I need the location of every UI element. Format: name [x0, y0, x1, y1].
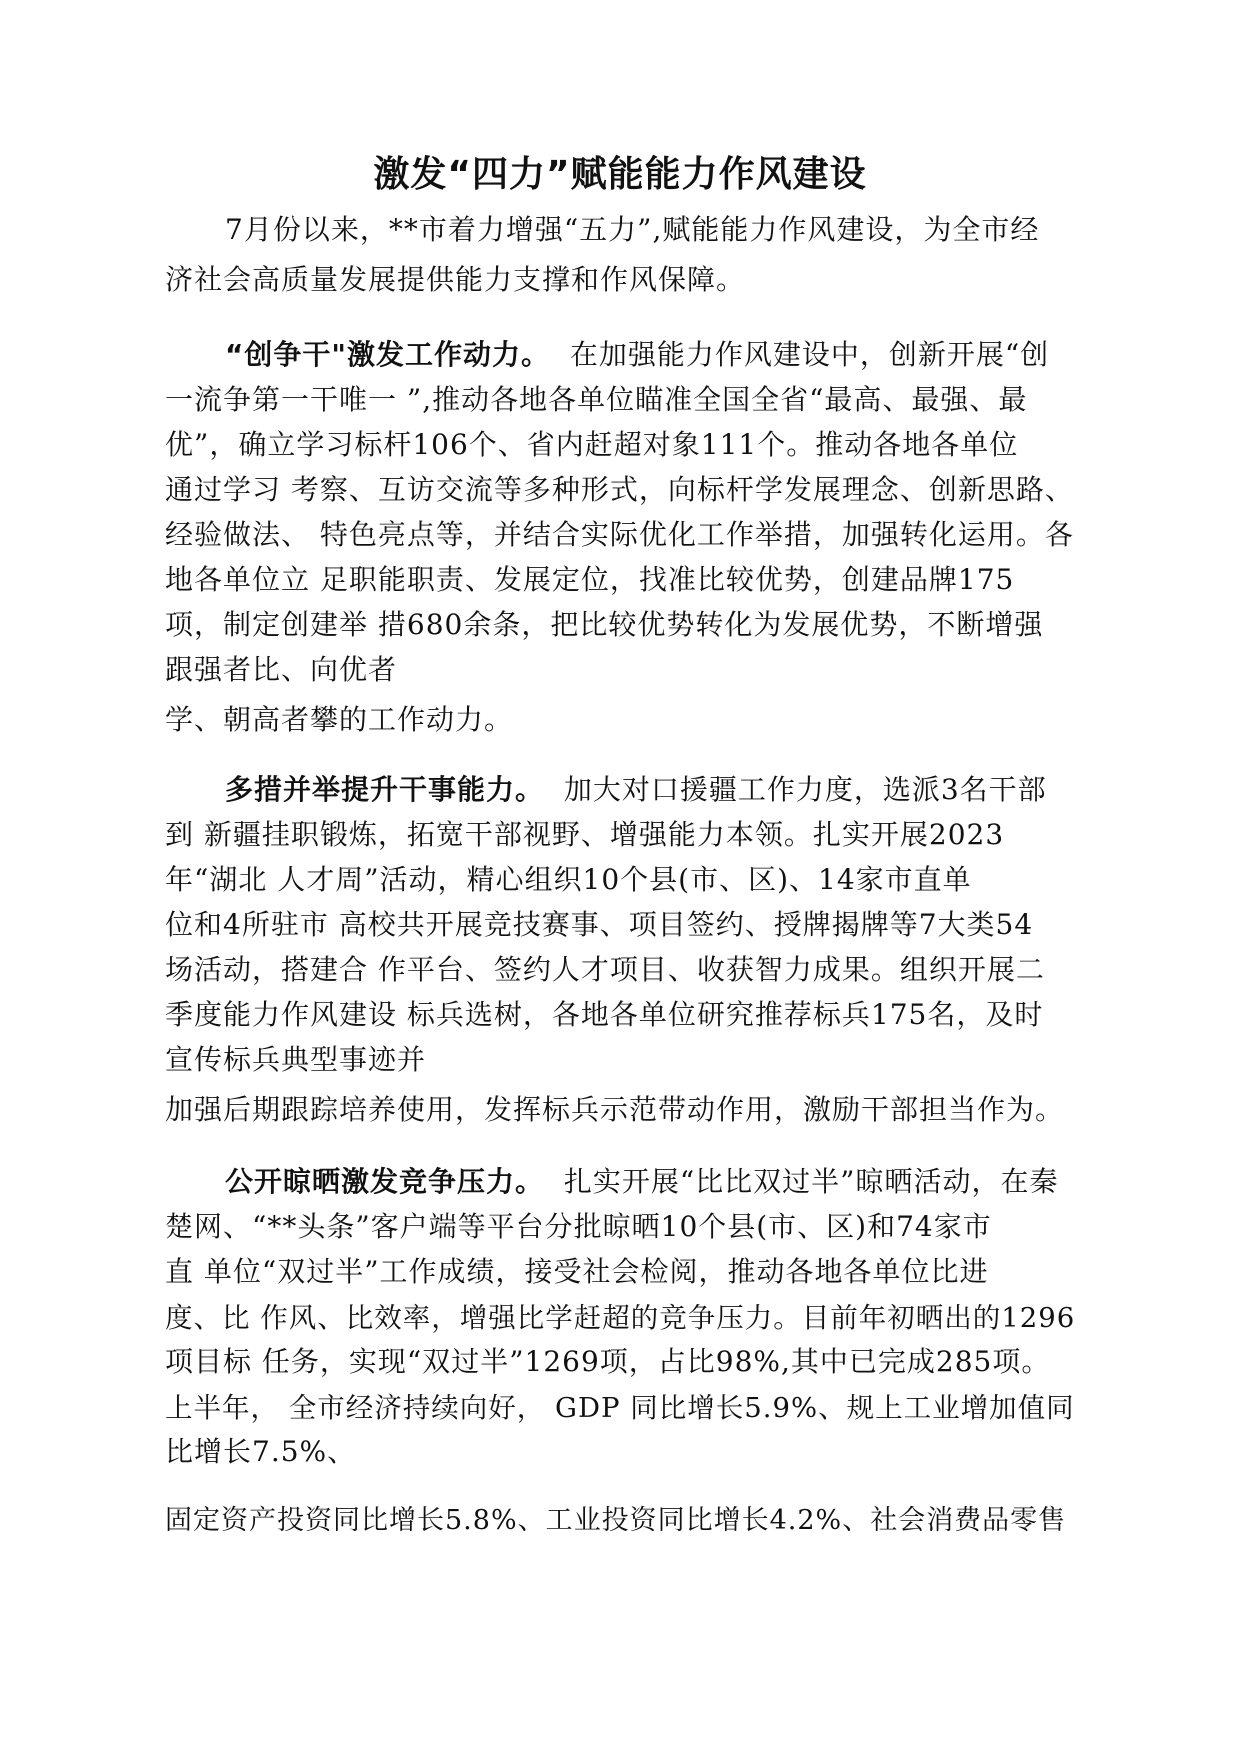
paragraph-line: 楚网、“**头条”客户端等平台分批晾晒10个县(市、区)和74家市 — [165, 1210, 992, 1243]
document-title: 激发“四力”赋能能力作风建设 — [373, 154, 867, 195]
paragraph-line: 项目标 任务，实现“双过半”1269项，占比98%,其中已完成285项。 — [165, 1345, 1051, 1378]
paragraph-line: 多措并举提升干事能力。 加大对口援疆工作力度，选派3名干部 — [225, 773, 1047, 806]
paragraph-line: 公开晾晒激发竞争压力。 扎实开展“比比双过半”晾晒活动，在秦 — [225, 1165, 1059, 1198]
paragraph-line: 济社会高质量发展提供能力支撑和作风保障。 — [165, 263, 746, 296]
paragraph-line: 经验做法、 特色亮点等，并结合实际优化工作举措，加强转化运用。各 — [165, 518, 1074, 551]
paragraph-line: 固定资产投资同比增长5.8%、工业投资同比增长4.2%、社会消费品零售 — [165, 1505, 1067, 1536]
paragraph-line: “创争干"激发工作动力。 在加强能力作风建设中，创新开展“创 — [225, 338, 1050, 371]
paragraph-line: 通过学习 考察、互访交流等多种形式，向标杆学发展理念、创新思路、 — [165, 473, 1074, 506]
paragraph-line: 地各单位立 足职能职责、发展定位，找准比较优势，创建品牌175 — [165, 563, 1015, 596]
paragraph-line: 跟强者比、向优者 — [165, 653, 398, 686]
paragraph-line: 到 新疆挂职锻炼，拓宽干部视野、增强能力本领。扎实开展2023 — [165, 818, 1005, 851]
section-heading: 多措并举提升干事能力。 — [225, 773, 545, 806]
paragraph-line: 优”，确立学习标杆106个、省内赶超对象111个。推动各地各单位 — [165, 428, 1019, 461]
paragraph-line: 学、朝高者攀的工作动力。 — [165, 703, 514, 736]
paragraph-line: 上半年， 全市经济持续向好， GDP 同比增长5.9%、规上工业增加值同 — [165, 1392, 1075, 1424]
paragraph-line: 年“湖北 人才周”活动，精心组织10个县(市、区)、14家市直单 — [165, 863, 972, 896]
paragraph-line: 一流争第一干唯一 ”,推动各地各单位瞄准全国全省“最高、最强、最 — [165, 383, 1028, 416]
paragraph-line: 位和4所驻市 高校共开展竞技赛事、项目签约、授牌揭牌等7大类54 — [165, 908, 1034, 941]
paragraph-line: 场活动，搭建合 作平台、签约人才项目、收获智力成果。组织开展二 — [165, 953, 1045, 986]
section-heading: “创争干"激发工作动力。 — [225, 338, 550, 371]
section-heading: 公开晾晒激发竞争压力。 — [225, 1165, 545, 1198]
paragraph-line: 项，制定创建举 措680余条，把比较优势转化为发展优势，不断增强 — [165, 608, 1044, 641]
paragraph-line: 比增长7.5%、 — [165, 1435, 357, 1468]
paragraph-line: 7月份以来，**市着力增强“五力”,赋能能力作风建设，为全市经 — [225, 213, 1040, 246]
paragraph-line: 宣传标兵典型事迹并 — [165, 1043, 427, 1076]
paragraph-line: 直 单位“双过半”工作成绩，接受社会检阅，推动各地各单位比进 — [165, 1255, 989, 1288]
paragraph-line: 加强后期跟踪培养使用，发挥标兵示范带动作用，激励干部担当作为。 — [165, 1093, 1065, 1126]
paragraph-line: 度、比 作风、比效率，增强比学赶超的竞争压力。目前年初晒出的1296 — [165, 1302, 1076, 1334]
paragraph-line: 季度能力作风建设 标兵选树，各地各单位研究推荐标兵175名，及时 — [165, 998, 1044, 1031]
